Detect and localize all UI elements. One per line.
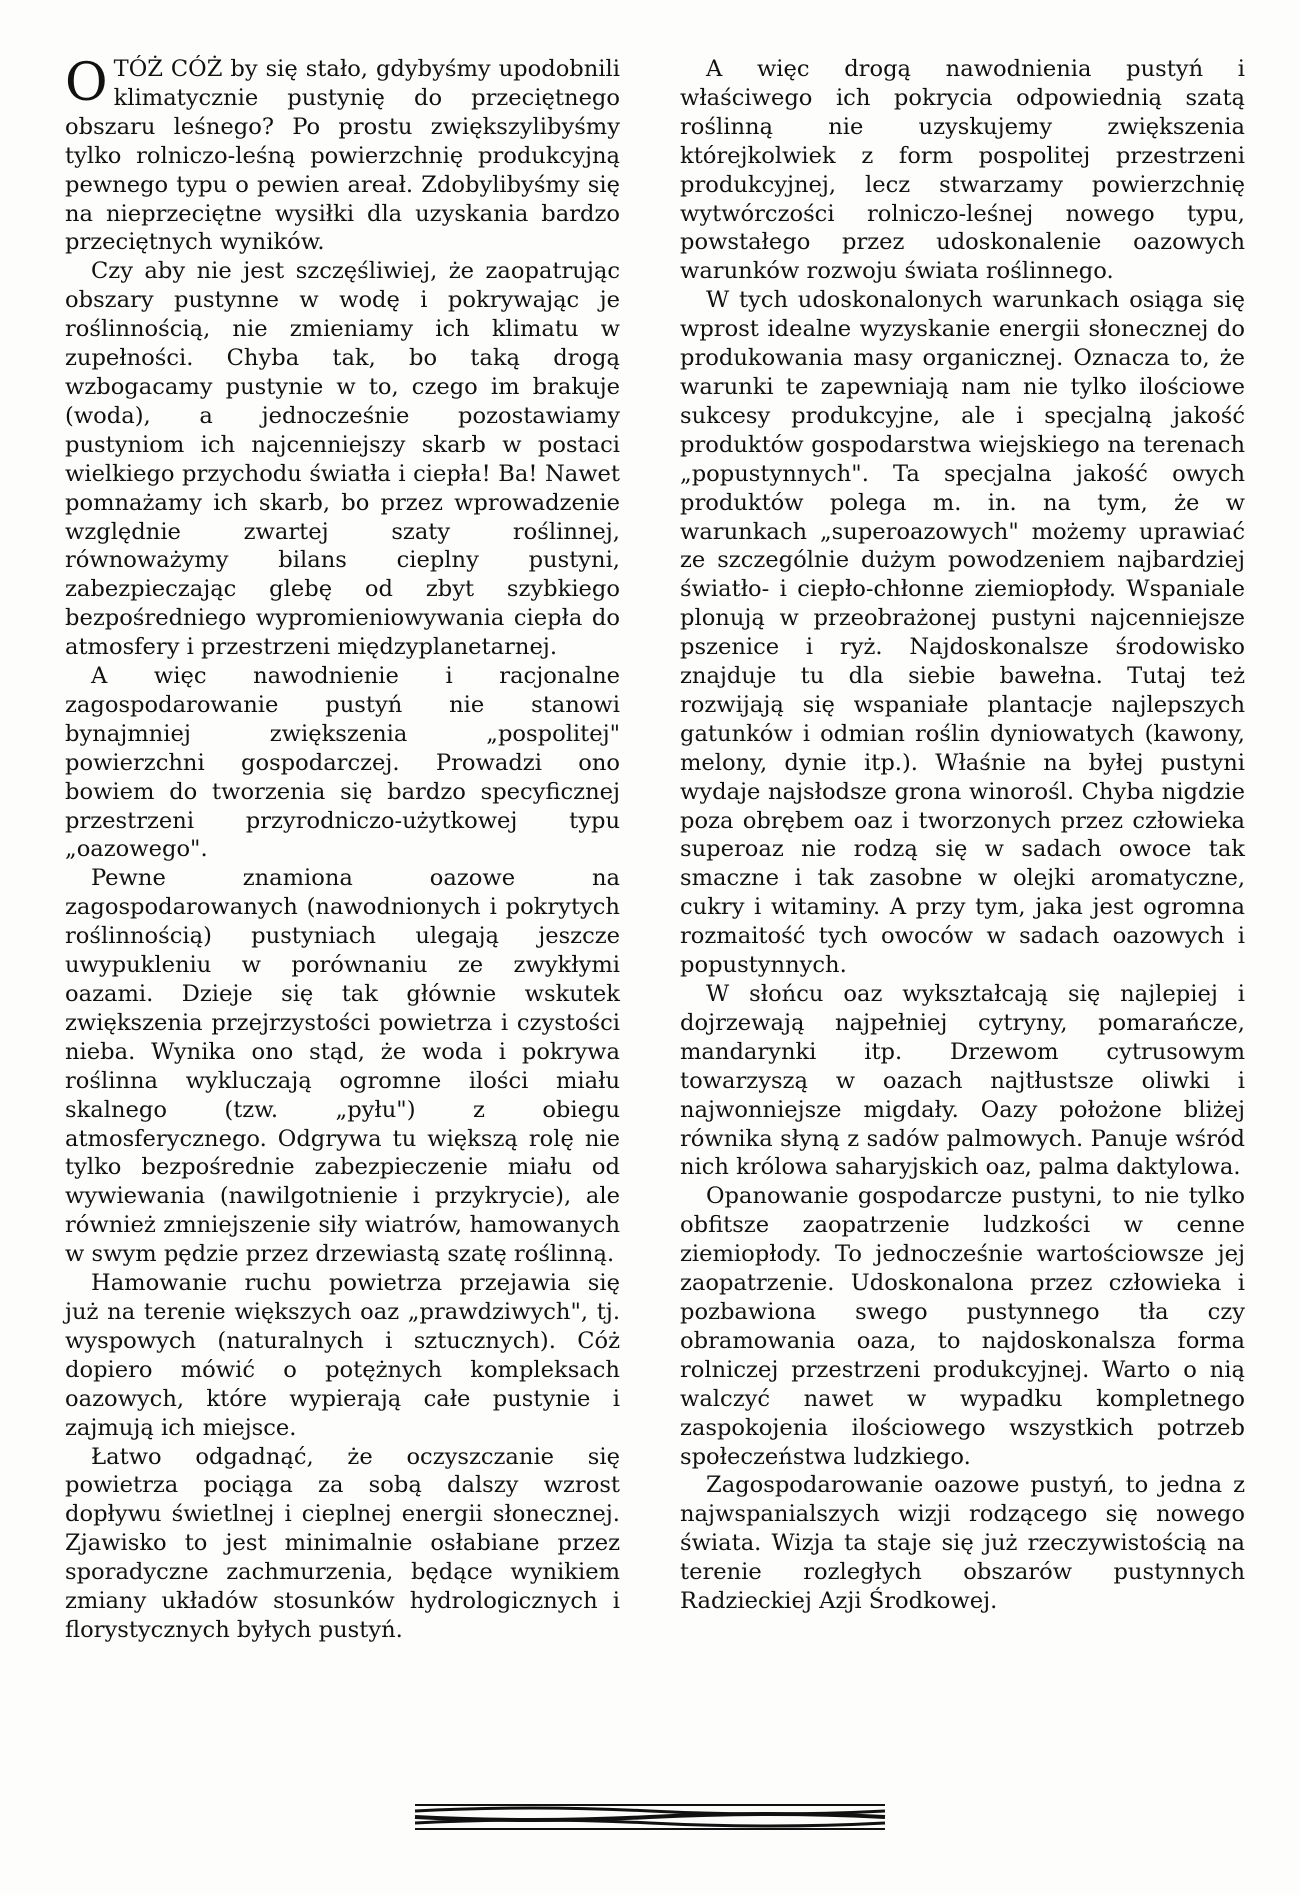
decorative-rule-ornament-icon (410, 1795, 890, 1835)
right-column (680, 55, 1245, 1616)
paragraph-1 (65, 55, 620, 257)
paragraph-2: Czy aby nie jest szczęśliwiej, że zaopatrując obszary pustynne w wodę i pokrywając je roślinnością, nie zmieniamy ich klimatu w zupełności. Chyba tak, bo taką drogą wzbogacamy pustynie w to, czego im brakuje (woda), a jednocześnie pozostawiamy pustyniom ich najcenniejszy skarb w postaci wielkiego przychodu światła i ciepła! Ba! Nawet pomnażamy ich skarb, bo przez wprowadzenie względnie zwartej szaty roślinnej, równoważymy bilans cieplny pustyni, zabezpieczając glebę od zbyt szybkiego bezpośredniego wypromieniowywania ciepła do atmosfery i przestrzeni międzyplanetarnej. (65, 258, 620, 661)
left-column (65, 55, 620, 1645)
paragraph-5: Hamowanie ruchu powietrza przejawia się już na terenie większych oaz „prawdziwych", tj. wyspowych (naturalnych i sztucznych). Cóż dopiero mówić o potężnych kompleksach oazowych, które wypierają całe pustynie i zajmują ich miejsce. (65, 1270, 620, 1441)
paragraph-8: W tych udoskonalonych warunkach osiąga się wprost idealne wyzyskanie energii słonecznej do produkowania masy organicznej. Oznacza to, że warunki te zapewniają nam nie tylko ilościowe sukcesy produkcyjne, ale i specjalną jakość produktów gospodarstwa wiejskiego na terenach „popustynnych". Ta specjalna jakość owych produktów polega m. in. na tym, że w warunkach „superoazowych" możemy uprawiać ze szczególnie dużym powodzeniem najbardziej światło- i ciepło-chłonne ziemiopłody. Wspaniale plonują w przeobrażonej pustyni najcenniejsze pszenice i ryż. Najdoskonalsze środowisko znajduje tu dla siebie bawełna. Tutaj też rozwijają się wspaniałe plantacje najlepszych gatunków i odmian roślin dyniowatych (kawony, melony, dynie itp.). Właśnie na byłej pustyni wydaje najsłodsze grona winorośl. Chyba nigdzie poza obrębem oaz i tworzonych przez człowieka superoaz nie rodzą się w sadach owoce tak smaczne i tak zasobne w olejki aromatyczne, cukry i witaminy. A przy tym, jaka jest ogromna rozmaitość tych owoców w sadach oazowych i popustynnych. (680, 287, 1245, 979)
paragraph-7: A więc drogą nawodnienia pustyń i właściwego ich pokrycia odpowiednią szatą roślinną nie uzyskujemy zwiększenia którejkolwiek z form pospolitej przestrzeni produkcyjnej, lecz stwarzamy powierzchnię wytwórczości rolniczo-leśnej nowego typu, powstałego przez udoskonalenie oazowych warunków rozwoju świata roślinnego. (680, 56, 1245, 285)
paragraph-9: W słońcu oaz wykształcają się najlepiej i dojrzewają najpełniej cytryny, pomarańcze, mandarynki itp. Drzewom cytrusowym towarzyszą w oazach najtłustsze oliwki i najwonniejsze migdały. Oazy położone bliżej równika słyną z sadów palmowych. Panuje wśród nich królowa saharyjskich oaz, palma daktylowa. (680, 981, 1245, 1181)
paragraph-6: Łatwo odgadnąć, że oczyszczanie się powietrza pociąga za sobą dalszy wzrost dopływu świetlnej i cieplnej energii słonecznej. Zjawisko to jest minimalnie osłabiane przez sporadyczne zachmurzenia, będące wynikiem zmiany układów stosunków hydrologicznych i florystycznych byłych pustyń. (65, 1443, 620, 1643)
paragraph-11: Zagospodarowanie oazowe pustyń, to jedna z najwspanialszych wizji rodzącego się nowego świata. Wizja ta staje się już rzeczywistością na terenie rozległych obszarów pustynnych Radzieckiej Azji Środkowej. (680, 1472, 1245, 1615)
drop-cap: O (65, 53, 108, 113)
paragraph-3: A więc nawodnienie i racjonalne zagospodarowanie pustyń nie stanowi bynajmniej zwiększenia „pospolitej" powierzchni gospodarczej. Prowadzi ono bowiem do tworzenia się bardzo specyficznej przestrzeni przyrodniczo-użytkowej typu „oazowego". (65, 663, 620, 863)
paragraph-4: Pewne znamiona oazowe na zagospodarowanych (nawodnionych i pokrytych roślinnością) pustyniach ulegają jeszcze uwypukleniu w porównaniu ze zwykłymi oazami. Dzieje się tak głównie wskutek zwiększenia przejrzystości powietrza i czystości nieba. Wynika ono stąd, że woda i pokrywa roślinna wykluczają ogromne ilości miału skalnego (tzw. „pyłu") z obiegu atmosferycznego. Odgrywa tu większą rolę nie tylko bezpośrednie zabezpieczenie miału od wywiewania (nawilgotnienie i przykrycie), ale również zmniejszenie siły wiatrów, hamowanych w swym pędzie przez drzewiastą szatę roślinną. (65, 865, 620, 1268)
paragraph-10: Opanowanie gospodarcze pustyni, to nie tylko obfitsze zaopatrzenie ludzkości w cenne ziemiopłody. To jednocześnie wartościowsze jej zaopatrzenie. Udoskonalona przez człowieka i pozbawiona swego pustynnego tła czy obramowania oaza, to najdoskonalsza forma rolniczej przestrzeni produkcyjnej. Warto o nią walczyć nawet w wypadku kompletnego zaspokojenia ilościowego wszystkich potrzeb społeczeństwa ludzkiego. (680, 1183, 1245, 1470)
paragraph-1-text: TÓŻ CÓŻ by się stało, gdybyśmy upodobnili klimatycznie pustynię do przeciętnego obszaru leśnego? Po prostu zwiększylibyśmy tylko rolniczo-leśną powierzchnię produkcyjną pewnego typu o pewien areał. Zdobylibyśmy się na nieprzeciętne wysiłki dla uzyskania bardzo przeciętnych wyników. (65, 56, 620, 256)
